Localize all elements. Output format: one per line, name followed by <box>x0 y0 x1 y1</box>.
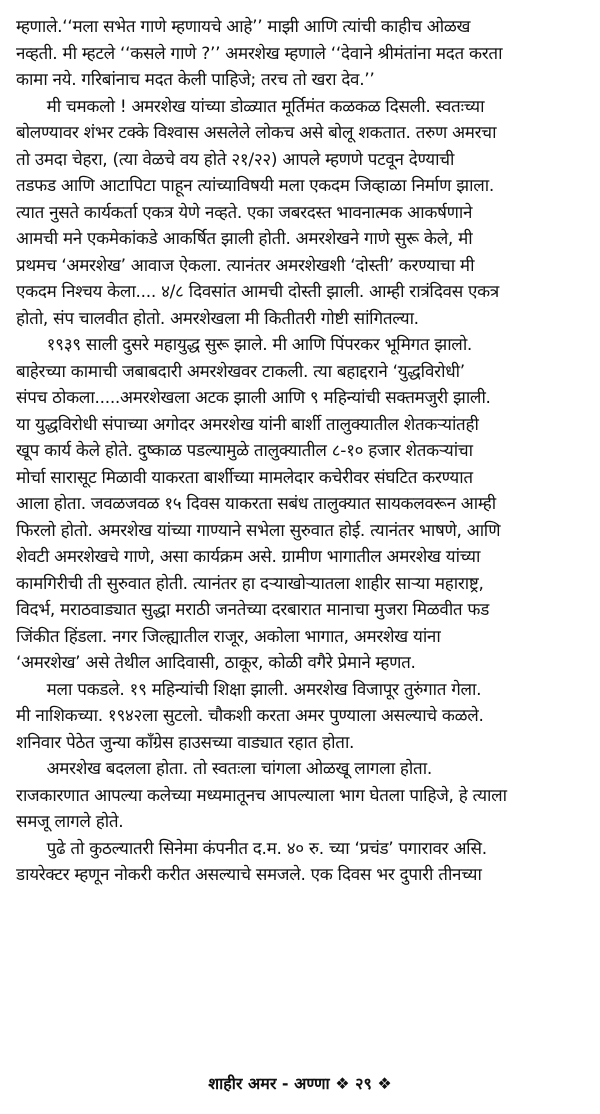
text-line: मी नाशिकच्या. १९४२ला सुटलो. चौकशी करता अमर पुण्याला असल्याचे कळले. <box>16 706 484 726</box>
text-line: समजू लागले होते. <box>16 812 124 832</box>
text-line: अमरशेख बदलला होता. तो स्वतःला चांगला ओळखू लागला होता. <box>16 759 432 779</box>
text-line: संपच ठोकला.....अमरशेखला अटक झाली आणि ९ महिन्यांची सक्तमजुरी झाली. <box>16 388 491 408</box>
text-line: राजकारणात आपल्या कलेच्या मध्यमातूनच आपल्याला भाग घेतला पाहिजे, हे त्याला <box>16 785 507 806</box>
page-footer: शाहीर अमर - अण्णा ❖ २९ ❖ <box>208 1074 392 1093</box>
text-line: आला होता. जवळजवळ १५ दिवस याकरता सबंध तालुक्यात सायकलवरून आम्ही <box>16 494 496 514</box>
text-line: या युद्धविरोधी संपाच्या अगोदर अमरशेख यांनी बार्शी तालुक्यातील शेतकऱ्यांतही <box>16 414 479 435</box>
text-line: पुढे तो कुठल्यातरी सिनेमा कंपनीत द.म. ४० रु. च्या ‘प्रचंड’ पगारावर असि. <box>16 838 487 859</box>
text-line: तो उमदा चेहरा, (त्या वेळचे वय होते २१/२२) आपले म्हणणे पटवून देण्याची <box>16 149 455 170</box>
text-line: फिरलो होतो. अमरशेख यांच्या गाण्याने सभेला सुरुवात होई. त्यानंतर भाषणे, आणि <box>16 520 501 541</box>
text-line: कामगिरीची ती सुरुवात होती. त्यानंतर हा दऱ्याखोऱ्यातला शाहीर साऱ्या महाराष्ट्र, <box>16 573 484 594</box>
text-line: शनिवार पेठेत जुन्या काँग्रेस हाउसच्या वाड्यात रहात होता. <box>16 732 355 753</box>
text-line: प्रथमच ‘अमरशेख’ आवाज ऐकला. त्यानंतर अमरशेखशी ‘दोस्ती’ करण्याचा मी <box>16 255 475 276</box>
text-line: ‘अमरशेख’ असे तेथील आदिवासी, ठाकूर, कोळी वगैरे प्रेमाने म्हणत. <box>16 653 416 673</box>
text-line: होतो, संप चालवीत होतो. अमरशेखला मी कितीतरी गोष्टी सांगितल्या. <box>16 308 419 329</box>
text-line: खूप कार्य केले होते. दुष्काळ पडल्यामुळे तालुक्यातील ८-१० हजार शेतकऱ्यांचा <box>16 441 473 461</box>
text-line: आमची मने एकमेकांकडे आकर्षित झाली होती. अमरशेखने गाणे सुरू केले, मी <box>16 229 473 249</box>
text-line: तडफड आणि आटापिटा पाहून त्यांच्याविषयी मला एकदम जिव्हाळा निर्माण झाला. <box>16 176 494 196</box>
text-line: जिंकीत हिंडला. नगर जिल्ह्यातील राजूर, अकोला भागात, अमरशेख यांना <box>16 626 441 647</box>
text-line: शेवटी अमरशेखचे गाणे, असा कार्यक्रम असे. ग्रामीण भागातील अमरशेख यांच्या <box>16 547 481 567</box>
text-line: कामा नये. गरिबांनाच मदत केली पाहिजे; तरच तो खरा देव.’’ <box>16 70 375 90</box>
text-line: विदर्भ, मराठवाड्यात सुद्धा मराठी जनतेच्या दरबारात मानाचा मुजरा मिळवीत फड <box>16 600 490 620</box>
text-line: म्हणाले.‘‘मला सभेत गाणे म्हणायचे आहे’’ माझी आणि त्यांची काहीच ओळख <box>16 17 471 37</box>
text-line: मी चमकलो ! अमरशेख यांच्या डोळ्यात मूर्तिमंत कळकळ दिसली. स्वतःच्या <box>16 96 485 117</box>
text-line: नव्हती. मी म्हटले ‘‘कसले गाणे ?’’ अमरशेख म्हणाले ‘‘देवाने श्रीमंतांना मदत करता <box>16 43 503 64</box>
text-line: बोलण्यावर शंभर टक्के विश्वास असलेले लोकच असे बोलू शकतात. तरुण अमरचा <box>16 123 497 143</box>
text-line: बाहेरच्या कामाची जबाबदारी अमरशेखवर टाकली. त्या बहाद्दराने ‘युद्धविरोधी’ <box>16 361 465 382</box>
text-line: १९३९ साली दुसरे महायुद्ध सुरू झाले. मी आणि पिंपरकर भूमिगत झालो. <box>16 335 473 355</box>
text-line: एकदम निश्चय केला.... ४/८ दिवसांत आमची दोस्ती झाली. आम्ही रात्रंदिवस एकत्र <box>16 282 499 302</box>
text-line: मला पकडले. १९ महिन्यांची शिक्षा झाली. अमरशेख विजापूर तुरुंगात गेला. <box>16 679 482 700</box>
text-line: मोर्चा सारासूट मिळावी याकरता बार्शीच्या मामलेदार कचेरीवर संघटित करण्यात <box>16 467 473 488</box>
page-body <box>16 14 586 889</box>
text-line: डायरेक्टर म्हणून नोकरी करीत असल्याचे समजले. एक दिवस भर दुपारी तीनच्या <box>16 865 482 885</box>
text-line: त्यात नुसते कार्यकर्ता एकत्र येणे नव्हते. एका जबरदस्त भावनात्मक आकर्षणाने <box>16 202 473 223</box>
